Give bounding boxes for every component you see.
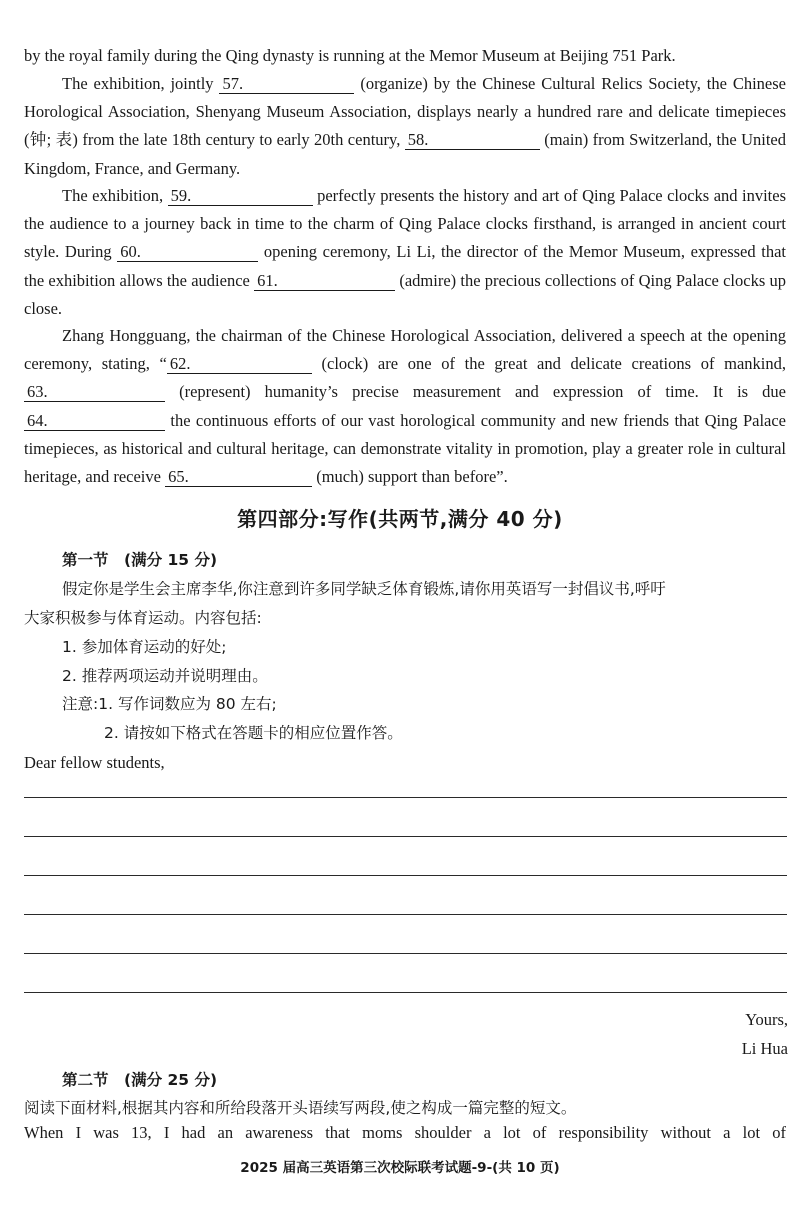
part-1-prompt-line-1: 假定你是学生会主席李华,你注意到许多同学缺乏体育锻炼,请你用英语写一封倡议书,呼吁 (62, 580, 666, 598)
writing-line[interactable] (24, 875, 787, 876)
note-1: 注意:1. 写作词数应为 80 左右; (62, 695, 277, 713)
content-item-2: 2. 推荐两项运动并说明理由。 (62, 667, 268, 685)
part-2-title: 第二节 (满分 25 分) (62, 1071, 218, 1089)
part-2-prompt: 阅读下面材料,根据其内容和所给段落开头语续写两段,使之构成一篇完整的短文。 (24, 1099, 577, 1117)
writing-line[interactable] (24, 797, 787, 798)
intro-line: by the royal family during the Qing dynasty is running at the Memor Museum at Beijing 751 Park. (24, 46, 676, 65)
note-2: 2. 请按如下格式在答题卡的相应位置作答。 (104, 724, 403, 742)
story-start-line: When I was 13, I had an awareness that moms shoulder a lot of responsibility without a lot of (24, 1123, 786, 1142)
blank-65[interactable]: 65. (165, 468, 312, 487)
part-1-prompt-line-2: 大家积极参与体育运动。内容包括: (24, 609, 262, 627)
content-item-1: 1. 参加体育运动的好处; (62, 638, 227, 656)
writing-line[interactable] (24, 992, 787, 993)
blank-58[interactable]: 58. (405, 131, 540, 150)
passage-intro (24, 42, 786, 70)
salutation: Dear fellow students, (24, 753, 165, 772)
blank-64[interactable]: 64. (24, 412, 165, 431)
passage-paragraph-1: The exhibition, jointly 57. (organize) by the Chinese Cultural Relics Society, the Chinese Horological Association, Shenyang Museum Association, displays nearly a hundred rare and delicate timepieces (钟; 表) from the late 18th century to early 20th century, 58. (main) from Switzerland, the United Kingdom, France, and Germany. (24, 74, 786, 178)
section-4-heading: 第四部分:写作(共两节,满分 40 分) (237, 507, 563, 531)
blank-60[interactable]: 60. (117, 243, 258, 262)
page-footer: 2025 届高三英语第三次校际联考试题-9-(共 10 页) (240, 1160, 560, 1176)
writing-line[interactable] (24, 914, 787, 915)
passage-paragraph-2: The exhibition, 59. perfectly presents the history and art of Qing Palace clocks and invites the audience to a journey back in time to the charm of Qing Palace clocks firsthand, is arranged in ancient court style. During 60. opening ceremony, Li Li, the director of the Memor Museum, expressed that the exhibition allows the audience 61. (admire) the precious collections of Qing Palace clocks up close. (24, 186, 786, 318)
blank-62[interactable]: 62. (167, 355, 312, 374)
part-1-title: 第一节 (满分 15 分) (62, 551, 218, 569)
closing: Yours, (745, 1010, 788, 1029)
signature: Li Hua (741, 1039, 788, 1058)
writing-line[interactable] (24, 836, 787, 837)
passage-paragraph-3: Zhang Hongguang, the chairman of the Chinese Horological Association, delivered a speech at the opening ceremony, stating, “ 62. (clock) are one of the great and delicate creations of mankind, 63. (represent) humanity’s precise measurement and expression of time. It is due 64. the continuous efforts of our vast horological community and new friends that Qing Palace timepieces, as historical and cultural heritage, can demonstrate vitality in promotion, play a greater role in cultural heritage, and receive 65. (much) support than before”. (24, 326, 786, 487)
blank-57[interactable]: 57. (219, 75, 354, 94)
blank-59[interactable]: 59. (168, 187, 313, 206)
blank-63[interactable]: 63. (24, 383, 165, 402)
story-opening (24, 1119, 786, 1147)
blank-61[interactable]: 61. (254, 272, 395, 291)
writing-line[interactable] (24, 953, 787, 954)
